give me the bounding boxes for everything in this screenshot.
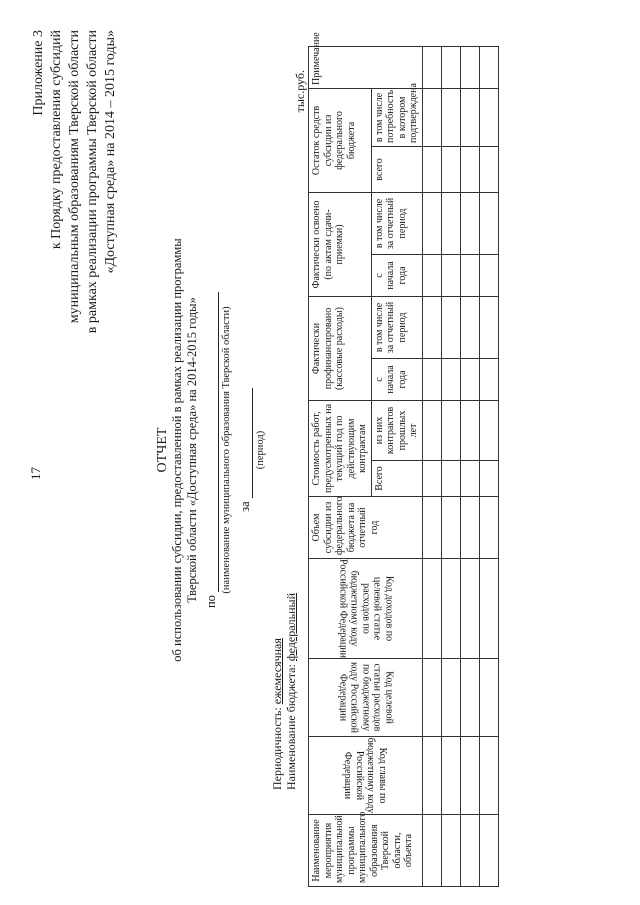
appendix-line-1: Приложение 3 [31, 30, 46, 116]
appendix-line-2: к Порядку предоставления субсидий [49, 30, 64, 250]
header-cost-total: Всего [371, 461, 422, 497]
table-row [460, 46, 479, 886]
header-rest: Остаток средств субсидии из федерального бюджета [309, 88, 372, 192]
periodicity-label: Периодичность: [270, 707, 284, 790]
budget-value: федеральный [284, 592, 298, 662]
prefix-za: за [238, 501, 252, 512]
page-number: 17 [28, 467, 43, 480]
header-expense-code [309, 659, 423, 737]
header-cost-prev: из них контрактов прошлых лет [371, 400, 422, 460]
table-row [479, 46, 498, 886]
header-rest-need: в том числе потребность в котором подтверждена [371, 88, 422, 146]
unit-label: тыс.руб. [293, 70, 307, 113]
budget-label: Наименование бюджета: [284, 664, 298, 790]
header-chapter-code [309, 737, 423, 815]
header-rest-total: всего [371, 146, 422, 192]
header-done-start: с начала года [371, 254, 422, 296]
appendix-line-5: «Доступная среда» на 2014 – 2015 годы» [103, 30, 118, 274]
table-header-row-1 [309, 46, 372, 886]
report-table [308, 32, 499, 887]
table-row [441, 46, 460, 886]
header-done-period: в том числе за отчетный период [371, 192, 422, 254]
municipality-blank-line [206, 292, 219, 592]
header-done: Фактически освоено (по актам сдачи-приемки) [309, 192, 372, 296]
periodicity-value: ежемесячная [270, 638, 284, 705]
header-note: Примечание [309, 46, 423, 88]
municipality-hint: (наименование муниципального образования Тверской области) [221, 306, 232, 594]
report-params [270, 593, 298, 790]
header-income-text: Код доходов по целевой статье расходов по бюджетному коду Российской Федерации [337, 559, 394, 659]
report-line-1: об использовании субсидии, предоставленной в рамках реализации программы [170, 238, 184, 662]
header-chapter-text: Код главы по бюджетному коду Российской Федерации [342, 737, 389, 814]
period-hint: (период) [255, 430, 266, 470]
header-income-code [309, 559, 423, 659]
header-expense-text: Код целевой статьи расходов по бюджетному коду Российской Федерации [337, 662, 394, 733]
appendix-line-4: в рамках реализации программы Тверской области [85, 30, 100, 334]
report-title-block [155, 235, 268, 665]
appendix-header [30, 30, 120, 333]
header-volume: Объем субсидии из федерального бюджета на отчетный год [309, 497, 423, 559]
header-financed-start: с начала года [371, 358, 422, 400]
header-financed: Фактически профинансировано (кассовые расходы) [309, 296, 372, 400]
header-financed-period: в том числе за отчетный период [371, 296, 422, 358]
prefix-po: по [204, 595, 218, 609]
header-cost: Стоимость работ, предусмотренных на текущий год по действующим контрактам [309, 400, 372, 496]
appendix-line-3: муниципальным образованиям Тверской области [67, 30, 82, 324]
report-heading: ОТЧЕТ [155, 427, 170, 473]
period-blank-line [240, 388, 253, 498]
header-event: Наименование мероприятия муниципальной программы муниципального образования Тверской области, объекта [309, 815, 423, 887]
table-row [422, 46, 441, 886]
report-line-2: Тверской области «Доступная среда» на 2014-2015 годы» [185, 297, 199, 603]
